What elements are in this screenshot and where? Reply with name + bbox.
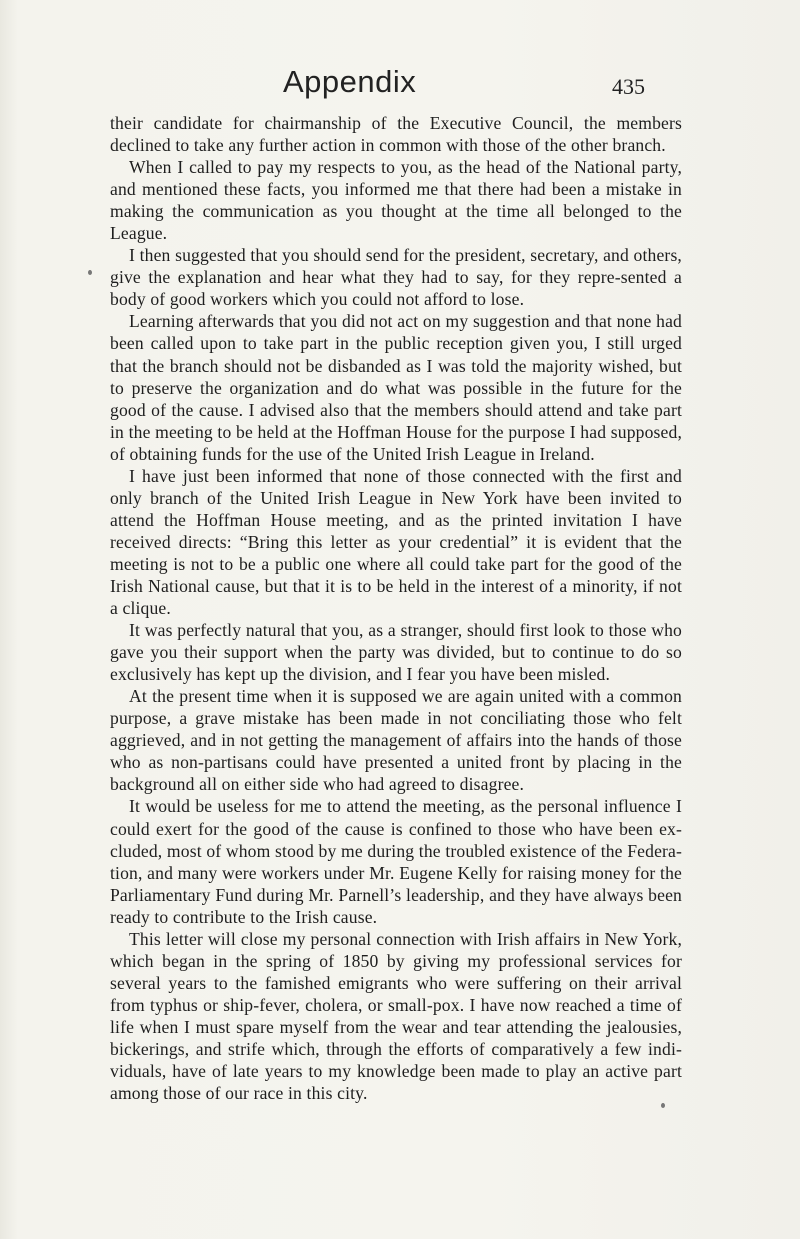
paragraph: When I called to pay my respects to you, as the head of the National party, and mentioned these facts, you informed me that there had been a mistake in making the communication as you thought at the time all belonged to the League.: [110, 157, 682, 244]
paragraph: I then suggested that you should send for the president, secretary, and others, give the explanation and hear what they had to say, for they repre-sented a body of good workers which you could not afford to lose.: [110, 245, 682, 310]
paragraph: This letter will close my personal connection with Irish affairs in New York, which began in the spring of 1850 by giving my professional services for several years to the famished emigrants who were suffering on their arrival from typhus or ship-fever, cholera, or small-pox. I have now reached a time of life when I must spare myself from the wear and tear attending the jealousies, bickerings, and strife which, through the efforts of comparatively a few indi-viduals, have of late years to my knowledge been made to play an active part among those of our race in this city.: [110, 928, 682, 1104]
stray-mark: [661, 1103, 665, 1108]
paragraph: Learning afterwards that you did not act on my suggestion and that none had been called upon to take part in the public reception given you, I still urged that the branch should not be disbanded as I was told the majority wished, but to preserve the organization and do what was possible in the future for the good of the cause. I advised also that the members should attend and take part in the meeting to be held at the Hoffman House for the purpose I had supposed, of obtaining funds for the use of the United Irish League in Ireland.: [110, 311, 682, 464]
body-text: [110, 112, 682, 1104]
page-header: [0, 62, 800, 108]
paragraph: their candidate for chairmanship of the Executive Council, the members declined to take any further action in common with those of the other branch.: [110, 113, 682, 156]
stray-mark: [88, 270, 92, 275]
paragraph: I have just been informed that none of those connected with the first and only branch of the United Irish League in New York have been invited to attend the Hoffman House meeting, and as the printed invitation I have received directs: “Bring this letter as your credential” it is evident that the meeting is not to be a public one where all could take part for the good of the Irish National cause, but that it is to be held in the interest of a minority, if not a clique.: [110, 465, 682, 619]
running-head: Appendix: [283, 64, 417, 99]
paragraph: It would be useless for me to attend the meeting, as the personal influence I could exert for the good of the cause is confined to those who have been ex-cluded, most of whom stood by me during the troubled existence of the Federa-tion, and many were workers under Mr. Eugene Kelly for raising money for the Parliamentary Fund during Mr. Parnell’s leadership, and they have always been ready to contribute to the Irish cause.: [110, 796, 682, 927]
paragraph: It was perfectly natural that you, as a stranger, should first look to those who gave you their support when the party was divided, but to continue to do so exclusively has kept up the division, and I fear you have been misled.: [110, 620, 682, 685]
page-number: 435: [612, 74, 645, 99]
paragraph: At the present time when it is supposed we are again united with a common purpose, a grave mistake has been made in not conciliating those who felt aggrieved, and in not getting the management of affairs into the hands of those who as non-partisans could have presented a united front by placing in the background all on either side who had agreed to disagree.: [110, 686, 682, 795]
